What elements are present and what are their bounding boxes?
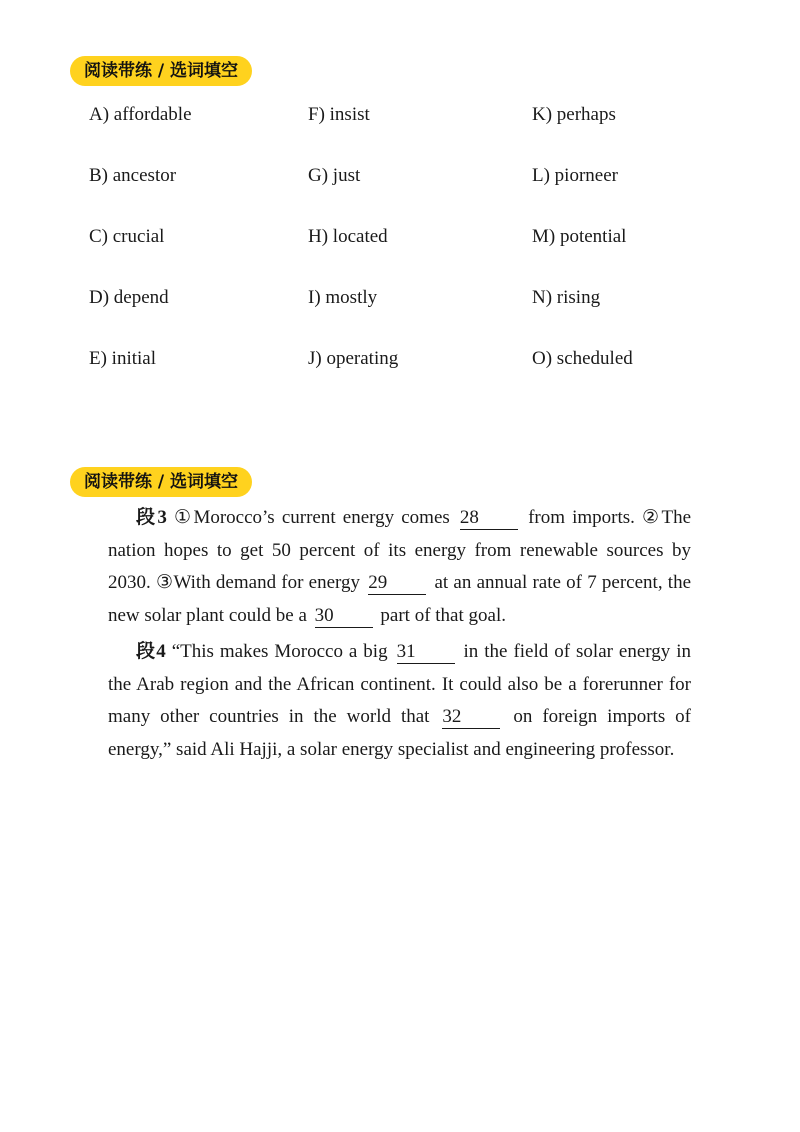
paragraph-label: 段3 xyxy=(136,507,167,528)
word-option-i: I) mostly xyxy=(308,287,378,308)
blank-31[interactable]: 31 xyxy=(397,641,455,664)
passage-text: “This makes Morocco a big xyxy=(171,641,388,662)
word-option-a: A) affordable xyxy=(89,104,192,125)
word-option-j: J) operating xyxy=(308,348,399,369)
passage-text: part of that goal. xyxy=(380,604,506,626)
word-option-k: K) perhaps xyxy=(532,104,616,125)
section-badge-word-bank: 阅读带练 / 选词填空 xyxy=(70,56,252,86)
word-option-b: B) ancestor xyxy=(89,165,177,186)
paragraph-3 xyxy=(108,502,691,632)
word-option-d: D) depend xyxy=(89,287,169,308)
word-option-h: H) located xyxy=(308,226,388,247)
blank-30[interactable]: 30 xyxy=(315,605,373,628)
blank-28[interactable]: 28 xyxy=(460,507,518,530)
passage-text: on foreign imports of energy,” said Ali Hajji, a solar energy specialist and engineering professor. xyxy=(108,706,692,760)
word-option-m: M) potential xyxy=(532,226,627,247)
blank-32[interactable]: 32 xyxy=(442,706,500,729)
word-bank xyxy=(0,0,800,400)
reading-passage xyxy=(108,502,691,770)
word-option-e: E) initial xyxy=(89,348,157,369)
word-option-n: N) rising xyxy=(532,287,601,308)
passage-text: at an annual rate of 7 percent, the new solar plant could be a xyxy=(108,572,692,626)
paragraph-4 xyxy=(108,636,691,766)
word-option-o: O) scheduled xyxy=(532,348,633,369)
passage-text: in the field of solar energy in the Arab region and the African continent. It could also be a forerunner for many other countries in the world that xyxy=(108,641,692,727)
paragraph-label: 段4 xyxy=(136,641,166,662)
word-option-c: C) crucial xyxy=(89,226,165,247)
word-option-l: L) piorneer xyxy=(532,165,618,186)
section-badge-passage: 阅读带练 / 选词填空 xyxy=(70,467,252,497)
word-option-g: G) just xyxy=(308,165,361,186)
word-option-f: F) insist xyxy=(308,104,370,125)
passage-text: from imports. ②The nation hopes to get 50 percent of its energy from renewable sources by 2030. ③With demand for energy xyxy=(108,507,692,593)
passage-text: ①Morocco’s current energy comes xyxy=(174,507,450,528)
blank-29[interactable]: 29 xyxy=(368,572,426,595)
